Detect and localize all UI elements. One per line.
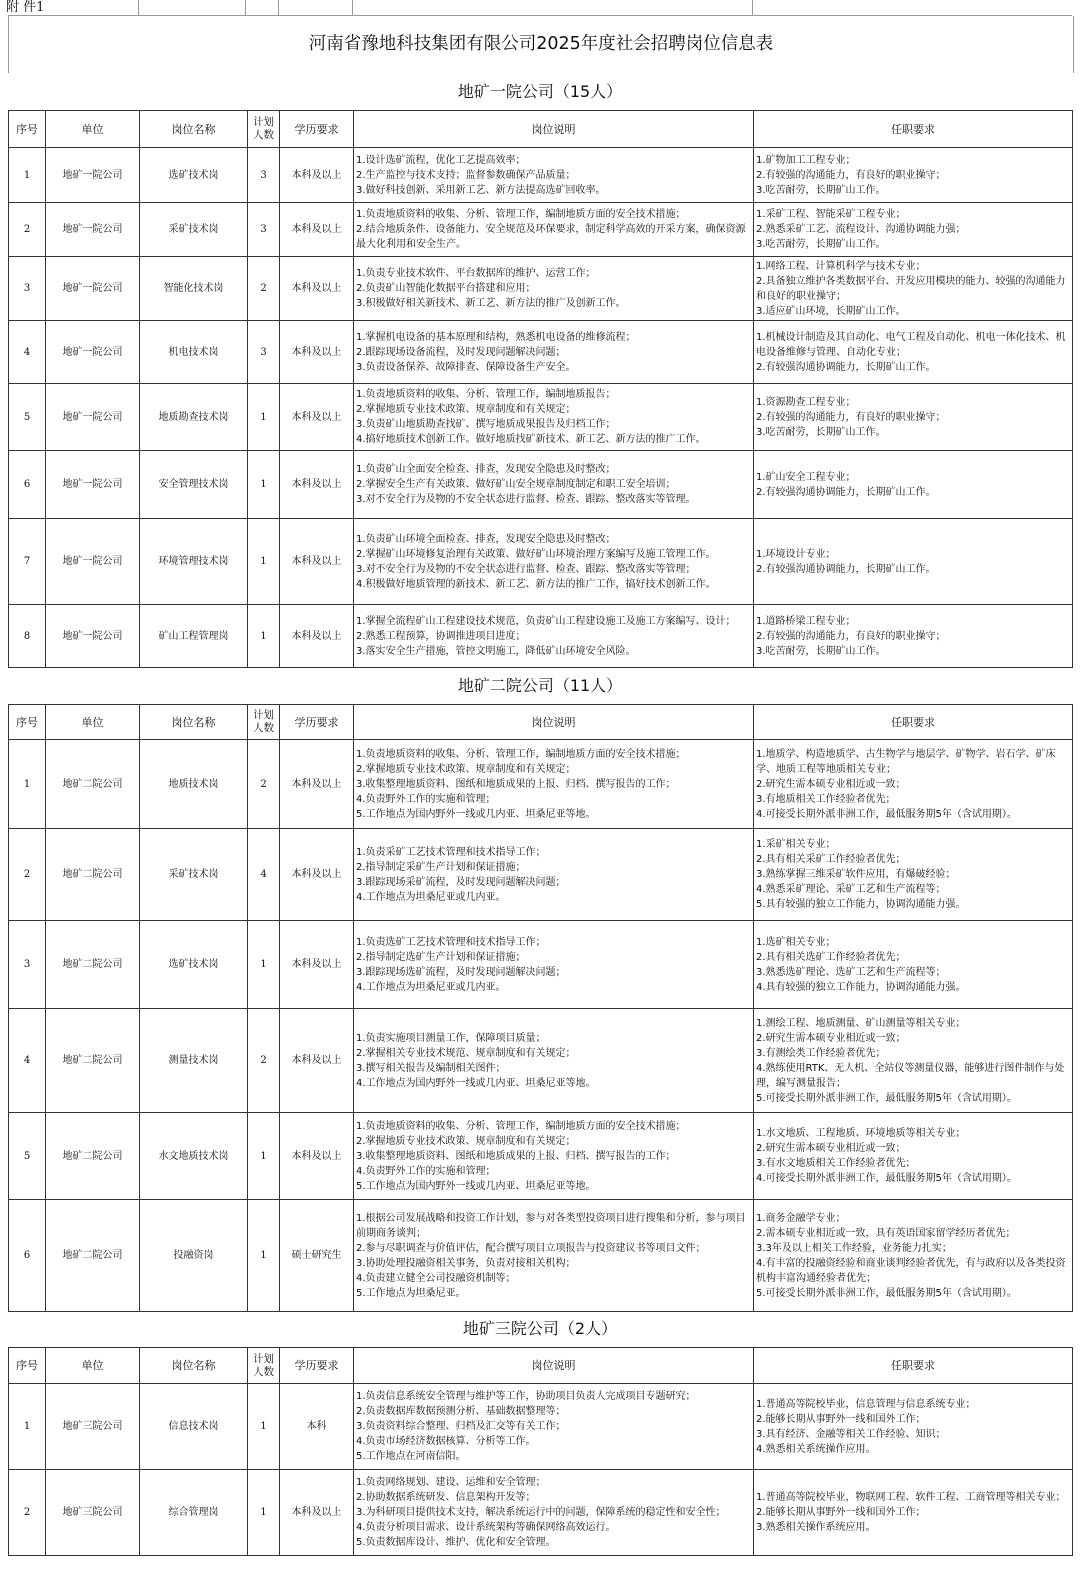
requirement-line: 1.普通高等院校毕业，信息管理与信息系统专业； (756, 1398, 976, 1410)
description-line: 3.跟踪现场选矿流程，及时发现问题解决问题； (356, 966, 566, 978)
description-line: 4.搞好地质技术创新工作。做好地质找矿新技术、新工艺、新方法的推广工作。 (356, 434, 706, 445)
description-line: 3.负责资料综合整理、归档及汇交等有关工作； (356, 1421, 566, 1432)
cell-no: 3 (9, 921, 46, 1009)
positions-table (8, 1347, 1073, 1556)
description-line: 3.积极做好相关新技术、新工艺、新方法的推广及创新工作。 (356, 298, 626, 309)
table-row (9, 1200, 1073, 1312)
description-line: 1.根据公司发展战略和投资工作计划，参与对各类型投资项目进行搜集和分析，参与项目前期商务谈判； (356, 1212, 746, 1239)
description-line: 5.工作地点为国内野外一线或几内亚、坦桑尼亚等地。 (356, 808, 596, 820)
description-line: 1.负责网络规划、建设、运维和安全管理； (356, 1477, 546, 1488)
requirement-line: 1.机械设计制造及其自动化、电气工程及自动化、机电一体化技术、机电设备维修与管理、自动化专业； (756, 331, 1066, 358)
cell-count: 1 (248, 921, 280, 1009)
description-line: 1.掌握机电设备的基本原理和结构，熟悉机电设备的维修流程； (356, 331, 636, 343)
col-header-unit: 单位 (46, 1348, 140, 1384)
col-header-count: 计划人数 (248, 1348, 280, 1384)
description-line: 2.参与尽职调查与价值评估，配合撰写项目立项报告与投资建议书等项目文件； (356, 1242, 706, 1254)
requirement-line: 5.可接受长期外派非洲工作，最低服务期5年（含试用期）。 (756, 1287, 1017, 1299)
cell-requirements (754, 1009, 1073, 1113)
cell-description (354, 605, 754, 668)
cell-no: 4 (9, 1009, 46, 1113)
description-line: 1.负责地质资料的收集、分析、管理工作，编制地质方面的安全技术措施； (356, 1120, 686, 1132)
requirement-line: 2.有较强的沟通能力，有良好的职业操守； (756, 411, 946, 423)
requirement-line: 1.资源勘查工程专业； (756, 396, 856, 408)
description-line: 2.跟踪现场设备流程，及时发现问题解决问题； (356, 346, 566, 358)
attachment-label: 附 件1 (6, 0, 45, 15)
requirement-line: 5.可接受长期外派非洲工作，最低服务期5年（含试用期）。 (756, 1092, 1017, 1104)
cell-no: 7 (9, 519, 46, 605)
requirement-line: 1.选矿相关专业； (756, 936, 836, 948)
cell-education: 本科及以上 (280, 605, 354, 668)
cell-post: 环境管理技术岗 (140, 519, 248, 605)
section-title: 地矿三院公司（2人） (462, 1319, 618, 1338)
col-header-post: 岗位名称 (140, 705, 248, 740)
requirement-line: 2.研究生需本硕专业相近或一致； (756, 778, 906, 790)
header-row (9, 111, 1073, 148)
requirement-line: 1.水文地质、工程地质、环境地质等相关专业； (756, 1128, 966, 1139)
description-line: 1.负责采矿工艺技术管理和技术指导工作； (356, 846, 546, 858)
description-line: 1.负责矿山全面安全检查、排查，发现安全隐患及时整改； (356, 464, 616, 475)
positions-table (8, 704, 1073, 1312)
description-line: 2.掌握地质专业技术政策、规章制度和有关规定； (356, 763, 576, 775)
description-line: 1.负责地质资料的收集、分析、管理工作，编制地质方面的安全技术措施； (356, 209, 686, 220)
cell-post: 信息技术岗 (140, 1384, 248, 1470)
section-title: 地矿一院公司（15人） (457, 82, 623, 101)
col-header-education: 学历要求 (280, 705, 354, 740)
requirement-line: 1.商务金融学专业； (756, 1212, 846, 1224)
description-line: 3.跟踪现场采矿流程，及时发现问题解决问题； (356, 876, 566, 888)
requirement-line: 3.吃苦耐劳，长期矿山工作。 (756, 426, 886, 438)
description-line: 4.工作地点为国内野外一线或几内亚、坦桑尼亚等地。 (356, 1077, 596, 1089)
description-line: 2.生产监控与技术支持；监督参数确保产品质量； (356, 169, 576, 181)
requirement-line: 1.道路桥梁工程专业； (756, 615, 856, 627)
description-line: 4.积极做好地质管理的新技术、新工艺、新方法的推广工作，搞好技术创新工作。 (356, 578, 716, 590)
description-line: 4.负责市场经济数据核算、分析等工作。 (356, 1436, 536, 1447)
cell-post: 机电技术岗 (140, 321, 248, 384)
requirement-line: 3.吃苦耐劳，长期矿山工作。 (756, 239, 886, 250)
description-line: 1.掌握全流程矿山工程建设技术规范，负责矿山工程建设施工及施工方案编写、设计； (356, 615, 736, 627)
requirement-line: 4.熟练使用RTK、无人机、全站仪等测量仪器，能够进行图件制作与处理，编写测量报告； (756, 1062, 1065, 1089)
description-line: 5.工作地点为坦桑尼亚。 (356, 1287, 466, 1299)
requirement-line: 2.具有相关选矿工作经验者优先； (756, 951, 906, 963)
cell-education: 本科及以上 (280, 203, 354, 257)
cell-requirements (754, 921, 1073, 1009)
cell-post: 综合管理岗 (140, 1470, 248, 1556)
description-line: 3.收集整理地质资料、图纸和地质成果的上报、归档、撰写报告的工作； (356, 1150, 676, 1162)
cell-description (354, 321, 754, 384)
description-line: 1.负责矿山环境全面检查、排查，发现安全隐患及时整改； (356, 533, 616, 545)
cell-unit: 地矿三院公司 (46, 1384, 140, 1470)
cell-description (354, 203, 754, 257)
cell-education: 硕士研究生 (280, 1200, 354, 1312)
cell-unit: 地矿一院公司 (46, 519, 140, 605)
description-line: 4.负责分析项目需求、设计系统架构等确保网络高效运行。 (356, 1522, 616, 1533)
cell-education: 本科 (280, 1384, 354, 1470)
cell-description (354, 740, 754, 829)
requirement-line: 2.研究生需本硕专业相近或一致； (756, 1143, 906, 1154)
cell-no: 6 (9, 1200, 46, 1312)
cell-post: 矿山工程管理岗 (140, 605, 248, 668)
description-line: 4.工作地点为坦桑尼亚或几内亚。 (356, 981, 506, 993)
col-header-description: 岗位说明 (354, 111, 754, 148)
requirement-line: 3.有测绘类工作经验者优先； (756, 1047, 886, 1059)
cell-post: 选矿技术岗 (140, 921, 248, 1009)
cell-education: 本科及以上 (280, 1009, 354, 1113)
cell-unit: 地矿二院公司 (46, 740, 140, 829)
cell-count: 3 (248, 148, 280, 203)
description-line: 1.设计选矿流程，优化工艺提高效率； (356, 154, 526, 166)
requirement-line: 2.能够长期从事野外一线和国外工作； (756, 1507, 926, 1518)
description-line: 2.掌握安全生产有关政策、做好矿山安全规章制度制定和职工安全培训； (356, 479, 676, 490)
cell-education: 本科及以上 (280, 921, 354, 1009)
description-line: 4.负责野外工作的实施和管理； (356, 793, 496, 805)
cell-description (354, 257, 754, 321)
cell-count: 1 (248, 1113, 280, 1200)
cell-education: 本科及以上 (280, 321, 354, 384)
cell-no: 4 (9, 321, 46, 384)
table-row (9, 740, 1073, 829)
positions-table (8, 110, 1073, 668)
cell-count: 1 (248, 1200, 280, 1312)
cell-count: 1 (248, 384, 280, 451)
cell-description (354, 1009, 754, 1113)
col-header-unit: 单位 (46, 705, 140, 740)
description-line: 3.对不安全行为及物的不安全状态进行监督、检查、跟踪、整改落实等管理。 (356, 494, 696, 505)
cell-requirements (754, 203, 1073, 257)
table-row (9, 1113, 1073, 1200)
requirement-line: 2.有较强沟通协调能力，长期矿山工作。 (756, 361, 936, 373)
requirement-line: 2.有较强沟通协调能力，长期矿山工作。 (756, 486, 936, 498)
cell-description (354, 1200, 754, 1312)
requirement-line: 1.网络工程、计算机科学与技术专业； (756, 260, 926, 272)
requirement-line: 4.可接受长期外派非洲工作，最低服务期5年（含试用期）。 (756, 1173, 1017, 1184)
description-line: 2.熟悉工程预算，协调推进项目进度； (356, 630, 526, 642)
cell-description (354, 1470, 754, 1556)
cell-unit: 地矿二院公司 (46, 921, 140, 1009)
description-line: 2.结合地质条件、设备能力、安全规范及环保要求，制定科学高效的开采方案，确保资源最大化利用和安全生产。 (356, 224, 746, 250)
cell-count: 2 (248, 257, 280, 321)
requirement-line: 1.矿山安全工程专业； (756, 471, 856, 483)
requirement-line: 4.可接受长期外派非洲工作，最低服务期5年（含试用期）。 (756, 808, 1017, 820)
col-header-requirements: 任职要求 (754, 111, 1073, 148)
table-row (9, 1470, 1073, 1556)
requirement-line: 3.熟练掌握三维采矿软件应用，有爆破经验； (756, 869, 956, 880)
cell-unit: 地矿一院公司 (46, 148, 140, 203)
description-line: 1.负责选矿工艺技术管理和技术指导工作； (356, 936, 546, 948)
table-row (9, 451, 1073, 519)
cell-no: 2 (9, 829, 46, 921)
cell-description (354, 519, 754, 605)
description-line: 4.工作地点为坦桑尼亚或几内亚。 (356, 891, 506, 903)
requirement-line: 2.有较强的沟通能力，有良好的职业操守； (756, 169, 946, 181)
section-title: 地矿二院公司（11人） (457, 676, 623, 695)
table-row (9, 519, 1073, 605)
cell-education: 本科及以上 (280, 740, 354, 829)
cell-education: 本科及以上 (280, 384, 354, 451)
description-line: 1.负责专业技术软件、平台数据库的维护、运营工作； (356, 268, 596, 279)
requirement-line: 1.矿物加工工程专业； (756, 154, 856, 166)
cell-count: 3 (248, 321, 280, 384)
requirement-line: 1.普通高等院校毕业，物联网工程、软件工程、工商管理等相关专业； (756, 1492, 1066, 1503)
requirement-line: 1.环境设计专业； (756, 548, 836, 560)
cell-description (354, 1113, 754, 1200)
table-row (9, 257, 1073, 321)
table-row (9, 605, 1073, 668)
requirement-line: 2.研究生需本硕专业相近或一致； (756, 1032, 906, 1044)
requirement-line: 2.能够长期从事野外一线和国外工作； (756, 1413, 926, 1425)
section-company-3 (8, 1310, 1072, 1556)
cell-post: 采矿技术岗 (140, 829, 248, 921)
cell-post: 采矿技术岗 (140, 203, 248, 257)
description-line: 2.指导制定选矿生产计划和保证措施； (356, 951, 526, 963)
description-line: 3.协助处理投融资相关事务，负责对接相关机构； (356, 1257, 576, 1269)
description-line: 5.工作地点在河南信阳。 (356, 1451, 466, 1462)
cell-unit: 地矿二院公司 (46, 1009, 140, 1113)
requirement-line: 1.采矿相关专业； (756, 839, 836, 850)
cell-requirements (754, 1384, 1073, 1470)
col-header-no: 序号 (9, 1348, 46, 1384)
description-line: 2.掌握地质专业技术政策、规章制度和有关规定； (356, 1135, 576, 1147)
cell-count: 1 (248, 1470, 280, 1556)
table-row (9, 384, 1073, 451)
header-row (9, 1348, 1073, 1384)
cell-requirements (754, 384, 1073, 451)
requirement-line: 4.熟悉相关系统操作应用。 (756, 1443, 876, 1455)
description-line: 4.负责建立健全公司投融资机制等； (356, 1272, 516, 1284)
cell-unit: 地矿二院公司 (46, 1113, 140, 1200)
requirement-line: 4.熟悉采矿理论、采矿工艺和生产流程等； (756, 884, 946, 895)
requirement-line: 3.熟悉选矿理论、选矿工艺和生产流程等； (756, 966, 946, 978)
cell-count: 1 (248, 1384, 280, 1470)
cell-description (354, 921, 754, 1009)
cell-count: 2 (248, 740, 280, 829)
cell-unit: 地矿二院公司 (46, 1200, 140, 1312)
cell-unit: 地矿一院公司 (46, 203, 140, 257)
cell-requirements (754, 519, 1073, 605)
requirement-line: 2.有较强的沟通能力，有良好的职业操守； (756, 630, 946, 642)
cell-requirements (754, 148, 1073, 203)
section-company-1 (8, 73, 1072, 668)
cell-description (354, 384, 754, 451)
cell-description (354, 829, 754, 921)
cell-requirements (754, 451, 1073, 519)
header-row (9, 705, 1073, 740)
cell-requirements (754, 829, 1073, 921)
col-header-education: 学历要求 (280, 111, 354, 148)
table-row (9, 1384, 1073, 1470)
cell-no: 5 (9, 384, 46, 451)
col-header-education: 学历要求 (280, 1348, 354, 1384)
description-line: 3.收集整理地质资料、图纸和地质成果的上报、归档、撰写报告的工作； (356, 778, 676, 790)
description-line: 1.负责实施项目测量工作，保障项目质量； (356, 1032, 546, 1044)
col-header-post: 岗位名称 (140, 1348, 248, 1384)
requirement-line: 3.具有经济、金融等相关工作经验、知识； (756, 1428, 946, 1440)
cell-no: 5 (9, 1113, 46, 1200)
description-line: 5.工作地点为国内野外一线或几内亚、坦桑尼亚等地。 (356, 1180, 596, 1192)
cell-no: 2 (9, 1470, 46, 1556)
cell-requirements (754, 740, 1073, 829)
col-header-unit: 单位 (46, 111, 140, 148)
cell-description (354, 1384, 754, 1470)
cell-post: 地质技术岗 (140, 740, 248, 829)
requirement-line: 5.具有较强的独立工作能力，协调沟通能力强。 (756, 899, 966, 910)
requirement-line: 3.吃苦耐劳，长期矿山工作。 (756, 645, 886, 657)
description-line: 3.为科研项目提供技术支持，解决系统运行中的问题，保障系统的稳定性和安全性； (356, 1507, 726, 1518)
cell-count: 4 (248, 829, 280, 921)
requirement-line: 3.吃苦耐劳，长期矿山工作。 (756, 184, 886, 196)
cell-post: 智能化技术岗 (140, 257, 248, 321)
cell-no: 3 (9, 257, 46, 321)
requirement-line: 4.具有较强的独立工作能力，协调沟通能力强。 (756, 981, 966, 993)
requirement-line: 2.具备独立维护各类数据平台、开发应用模块的能力、较强的沟通能力和良好的职业操守； (756, 275, 1066, 302)
cell-requirements (754, 1470, 1073, 1556)
description-line: 3.落实安全生产措施，管控文明施工，降低矿山环境安全风险。 (356, 645, 636, 657)
cell-education: 本科及以上 (280, 829, 354, 921)
requirement-line: 3.3年及以上相关工作经验，业务能力扎实； (756, 1242, 952, 1254)
description-line: 2.掌握相关专业技术规范、规章制度和有关规定； (356, 1047, 576, 1059)
cell-unit: 地矿二院公司 (46, 829, 140, 921)
cell-education: 本科及以上 (280, 1113, 354, 1200)
col-header-post: 岗位名称 (140, 111, 248, 148)
document-title: 河南省豫地科技集团有限公司2025年度社会招聘岗位信息表 (8, 16, 1074, 73)
cell-education: 本科及以上 (280, 257, 354, 321)
requirement-line: 4.有丰富的投融资经验和商业谈判经验者优先，有与政府以及各类投资机构丰富沟通经验者优先； (756, 1257, 1066, 1284)
requirement-line: 2.需本硕专业相近或一致，具有英语国家留学经历者优先； (756, 1227, 1016, 1239)
requirement-line: 1.采矿工程、智能采矿工程专业； (756, 209, 906, 220)
description-line: 1.负责信息系统安全管理与维护等工作，协助项目负责人完成项目专题研究； (356, 1391, 696, 1402)
cell-unit: 地矿三院公司 (46, 1470, 140, 1556)
description-line: 3.做好科技创新、采用新工艺、新方法提高选矿回收率。 (356, 184, 606, 196)
table-row (9, 148, 1073, 203)
table-row (9, 203, 1073, 257)
col-header-requirements: 任职要求 (754, 705, 1073, 740)
cell-count: 1 (248, 451, 280, 519)
cell-count: 1 (248, 605, 280, 668)
cell-education: 本科及以上 (280, 451, 354, 519)
cell-count: 3 (248, 203, 280, 257)
cell-education: 本科及以上 (280, 1470, 354, 1556)
cell-post: 选矿技术岗 (140, 148, 248, 203)
requirement-line: 1.测绘工程、地质测量、矿山测量等相关专业； (756, 1017, 966, 1029)
col-header-description: 岗位说明 (354, 705, 754, 740)
table-row (9, 321, 1073, 384)
requirement-line: 3.适应矿山环境，长期矿山工作。 (756, 305, 906, 317)
description-line: 2.负责矿山智能化数据平台搭建和应用； (356, 283, 536, 294)
cell-no: 6 (9, 451, 46, 519)
table-row (9, 829, 1073, 921)
description-line: 1.负责地质资料的收集、分析、管理工作，编制地质方面的安全技术措施； (356, 748, 686, 760)
cell-unit: 地矿一院公司 (46, 257, 140, 321)
cell-no: 1 (9, 740, 46, 829)
col-header-description: 岗位说明 (354, 1348, 754, 1384)
cell-no: 2 (9, 203, 46, 257)
description-line: 3.撰写相关报告及编制相关图件； (356, 1062, 506, 1074)
cell-description (354, 451, 754, 519)
requirement-line: 3.熟悉相关操作系统应用。 (756, 1522, 876, 1533)
description-line: 2.掌握地质专业技术政策、规章制度和有关规定； (356, 404, 576, 415)
description-line: 2.负责数据库数据预测分析、基础数据整理等； (356, 1406, 566, 1417)
col-header-requirements: 任职要求 (754, 1348, 1073, 1384)
cell-unit: 地矿一院公司 (46, 321, 140, 384)
col-header-no: 序号 (9, 705, 46, 740)
cell-description (354, 148, 754, 203)
cell-requirements (754, 1200, 1073, 1312)
requirement-line: 2.熟悉采矿工艺、流程设计、沟通协调能力强； (756, 224, 966, 235)
col-header-no: 序号 (9, 111, 46, 148)
description-line: 2.指导制定采矿生产计划和保证措施； (356, 861, 526, 873)
cell-post: 安全管理技术岗 (140, 451, 248, 519)
table-row (9, 1009, 1073, 1113)
cell-post: 测量技术岗 (140, 1009, 248, 1113)
cell-count: 2 (248, 1009, 280, 1113)
cell-no: 8 (9, 605, 46, 668)
description-line: 3.负责矿山地质勘查找矿、撰写地质成果报告及归档工作； (356, 419, 616, 430)
requirement-line: 3.有地质相关工作经验者优先； (756, 793, 896, 805)
table-row (9, 921, 1073, 1009)
description-line: 2.掌握矿山环境修复治理有关政策、做好矿山环境治理方案编写及施工管理工作。 (356, 548, 716, 560)
description-line: 1.负责地质资料的收集、分析、管理工作，编制地质报告； (356, 389, 616, 400)
attachment-row (0, 0, 1080, 16)
cell-requirements (754, 605, 1073, 668)
requirement-line: 2.有较强沟通协调能力，长期矿山工作。 (756, 563, 936, 575)
requirement-line: 2.具有相关采矿工作经验者优先； (756, 854, 906, 865)
cell-post: 地质勘查技术岗 (140, 384, 248, 451)
description-line: 4.负责野外工作的实施和管理； (356, 1165, 496, 1177)
cell-unit: 地矿一院公司 (46, 451, 140, 519)
cell-post: 投融资岗 (140, 1200, 248, 1312)
cell-no: 1 (9, 1384, 46, 1470)
requirement-line: 1.地质学、构造地质学、古生物学与地层学、矿物学、岩石学、矿床学、地质工程等地质相关专业； (756, 748, 1056, 775)
description-line: 3.对不安全行为及物的不安全状态进行监督、检查、跟踪、整改落实等管理； (356, 563, 696, 575)
cell-education: 本科及以上 (280, 519, 354, 605)
col-header-count: 计划人数 (248, 111, 280, 148)
description-line: 3.负责设备保养、故障排查、保障设备生产安全。 (356, 361, 576, 373)
cell-unit: 地矿一院公司 (46, 605, 140, 668)
cell-post: 水文地质技术岗 (140, 1113, 248, 1200)
description-line: 2.协助数据系统研发、信息架构开发等； (356, 1492, 536, 1503)
description-line: 5.负责数据库设计、维护、优化和安全管理。 (356, 1537, 556, 1548)
col-header-count: 计划人数 (248, 705, 280, 740)
cell-count: 1 (248, 519, 280, 605)
section-company-2 (8, 667, 1072, 1312)
cell-education: 本科及以上 (280, 148, 354, 203)
requirement-line: 3.有水文地质相关工作经验者优先； (756, 1158, 916, 1169)
cell-requirements (754, 257, 1073, 321)
cell-no: 1 (9, 148, 46, 203)
cell-unit: 地矿一院公司 (46, 384, 140, 451)
cell-requirements (754, 1113, 1073, 1200)
cell-requirements (754, 321, 1073, 384)
